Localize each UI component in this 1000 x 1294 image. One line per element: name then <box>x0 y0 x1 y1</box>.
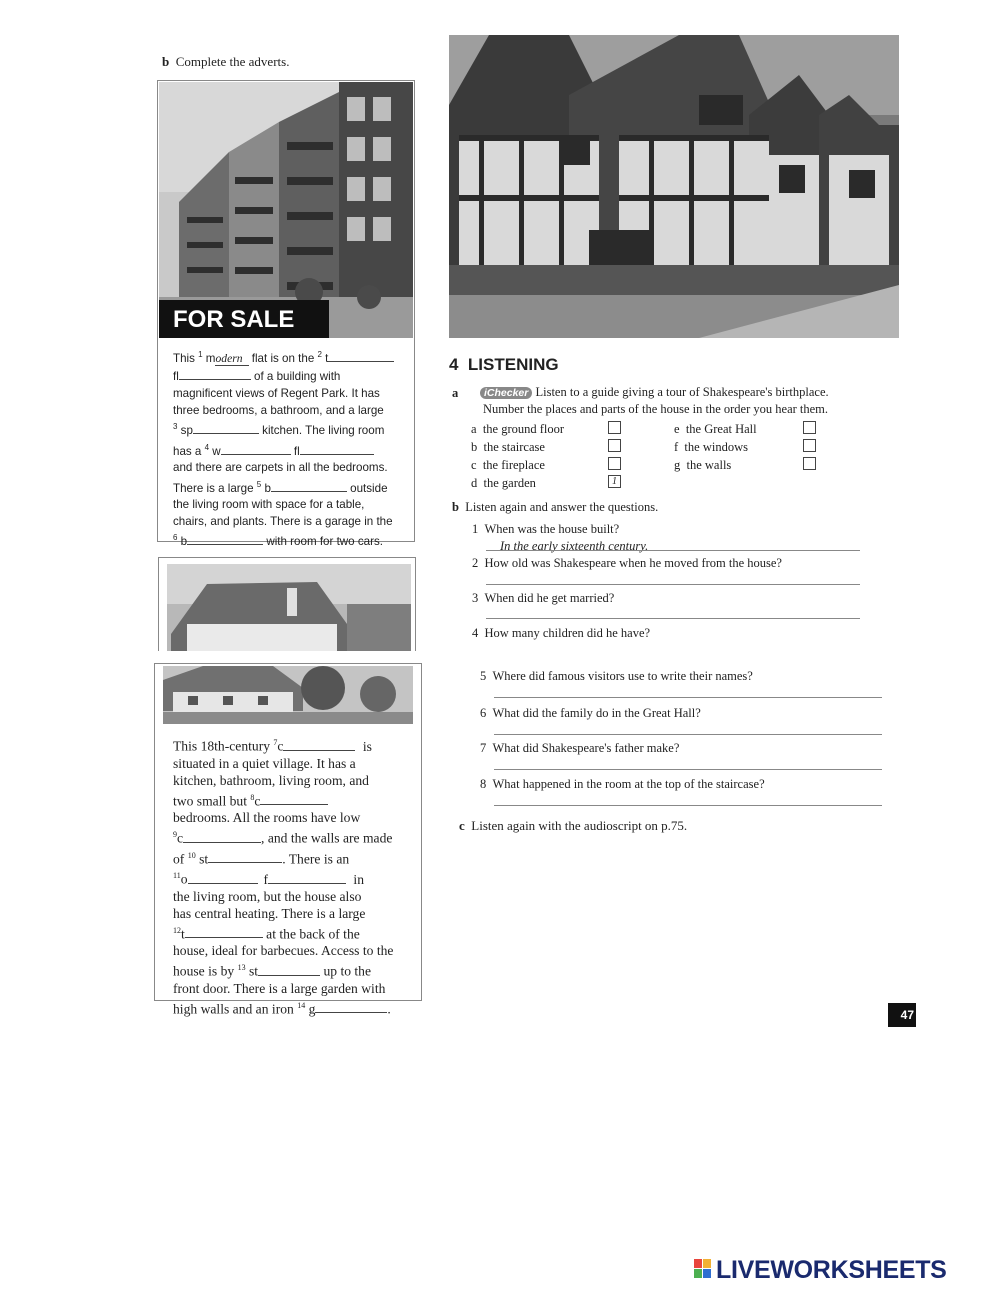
answer-text[interactable]: In the early sixteenth century. <box>500 539 649 553</box>
question-number: 2 <box>472 556 479 570</box>
question-text: What did Shakespeare's father make? <box>492 741 680 755</box>
exercise-a-line2: Number the places and parts of the house in the order you hear them. <box>483 402 829 416</box>
advert-line <box>173 367 405 386</box>
text: t <box>321 351 329 365</box>
text: o <box>180 871 188 887</box>
text: This 18th-century <box>173 738 274 754</box>
text: c <box>277 738 284 754</box>
gap-blank[interactable] <box>258 963 320 976</box>
advert-line <box>173 477 405 497</box>
text: is <box>359 738 372 754</box>
answer-line[interactable] <box>494 769 882 770</box>
question <box>472 591 614 606</box>
question <box>480 741 679 756</box>
advert-line: magnificent views of Regent Park. It has <box>173 387 380 401</box>
text: st <box>245 963 259 979</box>
text: g <box>305 1001 316 1017</box>
question <box>472 626 650 641</box>
gap-number: 8 <box>250 792 255 802</box>
gap-answer[interactable]: odern <box>215 352 248 366</box>
question <box>480 706 701 721</box>
advert-line <box>173 347 405 367</box>
text: of a building with <box>250 370 341 384</box>
text: fl <box>173 370 179 384</box>
advert-line: three bedrooms, a bathroom, and a large <box>173 403 384 417</box>
advert-cottage <box>154 663 422 1017</box>
gap-number: 11 <box>173 871 181 881</box>
gap-blank[interactable] <box>300 442 374 455</box>
text: . <box>387 1001 391 1017</box>
exercise-c <box>459 818 687 834</box>
listening-section-title <box>449 355 559 375</box>
question <box>480 669 753 684</box>
gap-number: 5 <box>256 479 262 489</box>
advert-line <box>173 959 409 980</box>
question-number: 5 <box>480 669 487 683</box>
advert-text <box>173 734 409 1017</box>
item-letter: c <box>471 458 477 472</box>
advert-line <box>173 997 409 1018</box>
question-text: What happened in the room at the top of the staircase? <box>492 777 765 791</box>
text: t <box>181 926 185 942</box>
item-text: the ground floor <box>482 422 565 436</box>
item-text: the windows <box>684 440 748 454</box>
advert-line <box>173 922 409 943</box>
text: of <box>173 851 188 867</box>
order-item <box>674 458 819 473</box>
gap-number: 4 <box>204 442 210 452</box>
cottage-photo <box>163 666 413 724</box>
answer-line[interactable] <box>486 550 860 551</box>
gap-blank[interactable] <box>315 1000 387 1013</box>
ichecker-badge[interactable]: iChecker <box>480 387 532 399</box>
gap-number: 13 <box>237 963 246 973</box>
gap-blank[interactable] <box>260 792 328 805</box>
answer-line[interactable] <box>486 584 860 585</box>
advert-line <box>173 847 409 868</box>
gap-number: 3 <box>173 422 178 432</box>
question-number: 6 <box>480 706 487 720</box>
answer-line[interactable] <box>494 697 882 698</box>
question <box>472 556 782 571</box>
item-letter: g <box>674 458 681 472</box>
page-number: 47 <box>888 1003 916 1027</box>
item-letter: d <box>471 476 478 490</box>
text: with room for two cars. <box>263 535 383 549</box>
question-text: How old was Shakespeare when he moved from the house? <box>484 556 782 570</box>
gap-blank[interactable] <box>187 532 263 545</box>
gap-number: 12 <box>173 925 181 935</box>
advert-text <box>173 347 405 551</box>
order-item <box>471 458 646 473</box>
gap-blank[interactable] <box>179 367 251 380</box>
order-item <box>674 440 819 455</box>
advert-line: the living room, but the house also <box>173 888 362 904</box>
item-letter: a <box>471 422 477 436</box>
item-text: the walls <box>686 458 732 472</box>
text: has a <box>173 444 205 458</box>
gap-blank[interactable] <box>183 830 261 843</box>
text: f <box>263 871 269 887</box>
order-item <box>674 422 819 437</box>
instruction-text: Listen to a guide giving a tour of Shakespeare's birthplace. <box>535 385 829 399</box>
advert-line <box>173 734 409 755</box>
text: There is a large <box>173 481 257 495</box>
gap-blank[interactable] <box>328 349 394 362</box>
section-number: 4 <box>449 355 459 374</box>
shakespeare-birthplace-photo <box>449 35 899 338</box>
text: sp <box>177 424 193 438</box>
order-answer-box[interactable]: 1 <box>608 475 621 488</box>
instruction-text: Listen again and answer the questions. <box>465 500 659 514</box>
question-text: What did the family do in the Great Hall? <box>492 706 701 720</box>
question-number: 4 <box>472 626 479 640</box>
item-letter: e <box>674 422 680 436</box>
gap-blank[interactable] <box>193 421 259 434</box>
advert-line: has central heating. There is a large <box>173 905 366 921</box>
order-answer-box[interactable] <box>608 457 621 470</box>
advert-line <box>173 530 405 550</box>
instruction-text: Listen again with the audioscript on p.75. <box>471 818 688 833</box>
gap-blank[interactable] <box>221 442 291 455</box>
advert-line <box>173 789 409 810</box>
question <box>472 522 619 537</box>
gap-number: 2 <box>317 350 322 359</box>
text: fl <box>290 444 300 458</box>
gap-blank[interactable] <box>268 871 346 884</box>
text: at the back of the <box>262 926 360 942</box>
question-number: 1 <box>472 522 479 536</box>
advert-line: chairs, and plants. There is a garage in the <box>173 514 393 528</box>
advert-line: front door. There is a large garden with <box>173 980 386 996</box>
gap-number: 7 <box>273 738 278 747</box>
for-sale-banner: FOR SALE <box>159 300 329 338</box>
text: up to the <box>320 963 372 979</box>
order-answer-box[interactable] <box>803 439 816 452</box>
advert-line <box>173 419 405 439</box>
text: w <box>209 444 221 458</box>
exercise-instruction: Complete the adverts. <box>175 54 290 69</box>
order-item <box>471 422 646 437</box>
order-answer-box[interactable] <box>608 421 621 434</box>
section-title-text: LISTENING <box>467 355 559 374</box>
advert-modern-flat <box>157 80 415 549</box>
exercise-b-listening <box>452 500 658 515</box>
gap-number: 9 <box>173 830 177 840</box>
question-number: 3 <box>472 591 479 605</box>
advert-line: house, ideal for barbecues. Access to the <box>173 943 394 959</box>
exercise-letter: c <box>459 818 465 833</box>
text: house is by <box>173 963 238 979</box>
text: c <box>254 793 261 809</box>
text: m <box>202 351 216 365</box>
order-item <box>471 476 646 491</box>
question-text: Where did famous visitors use to write their names? <box>492 669 753 683</box>
gap-blank[interactable] <box>208 850 282 863</box>
answer-line[interactable] <box>486 618 860 619</box>
exercise-letter: b <box>452 500 459 514</box>
order-answer-box[interactable] <box>803 421 816 434</box>
gap-number: 6 <box>173 533 178 543</box>
gap-number: 10 <box>187 850 196 860</box>
gap-number: 14 <box>297 1000 306 1010</box>
text: kitchen. The living room <box>258 424 385 438</box>
answer-line[interactable] <box>494 805 882 806</box>
text: outside <box>346 481 388 495</box>
item-letter: f <box>674 440 679 454</box>
exercise-letter: b <box>162 54 170 69</box>
advert-line <box>173 867 409 888</box>
question-text: How many children did he have? <box>484 626 651 640</box>
gap-blank[interactable] <box>283 738 355 751</box>
text: c <box>177 830 184 846</box>
text: . There is an <box>282 851 350 867</box>
advert-line: the living room with space for a table, <box>173 498 365 512</box>
advert-line: situated in a quiet village. It has a <box>173 755 356 771</box>
advert-line: and there are carpets in all the bedrooms. <box>173 461 388 475</box>
answer-line[interactable] <box>494 734 882 735</box>
exercise-b-heading <box>162 54 289 70</box>
order-answer-box[interactable] <box>608 439 621 452</box>
gap-number: 1 <box>198 350 203 359</box>
advert-line <box>173 826 409 847</box>
gap-blank[interactable] <box>271 479 347 492</box>
question-text: When was the house built? <box>484 522 620 536</box>
advert-line: kitchen, bathroom, living room, and <box>173 772 369 788</box>
text: st <box>195 851 209 867</box>
order-item <box>471 440 646 455</box>
exercise-a-letter: a <box>452 386 459 400</box>
gap-blank[interactable] <box>188 871 258 884</box>
text: in <box>350 871 365 887</box>
item-text: the staircase <box>483 440 545 454</box>
text: , and the walls are made <box>261 830 393 846</box>
liveworksheets-logo-icon <box>694 1259 712 1279</box>
item-text: the Great Hall <box>685 422 757 436</box>
item-letter: b <box>471 440 478 454</box>
question-text: When did he get married? <box>484 591 615 605</box>
advert-cottage-photo-fragment <box>158 557 416 651</box>
text: This <box>173 351 199 365</box>
text: high walls and an iron <box>173 1001 298 1017</box>
item-text: the fireplace <box>482 458 545 472</box>
exercise-a-line1 <box>480 385 829 400</box>
question <box>480 777 765 792</box>
question-number: 7 <box>480 741 487 755</box>
modern-apartment-photo <box>159 82 413 338</box>
text: flat is on the <box>248 351 318 365</box>
item-text: the garden <box>483 476 536 490</box>
advert-line: bedrooms. All the rooms have low <box>173 810 361 826</box>
question-number: 8 <box>480 777 487 791</box>
brand-name: LIVEWORKSHEETS <box>716 1256 947 1284</box>
order-answer-box[interactable] <box>803 457 816 470</box>
advert-line <box>173 440 405 460</box>
text: b <box>177 535 188 549</box>
text: two small but <box>173 793 251 809</box>
text: b <box>261 481 271 495</box>
gap-blank[interactable] <box>185 925 263 938</box>
